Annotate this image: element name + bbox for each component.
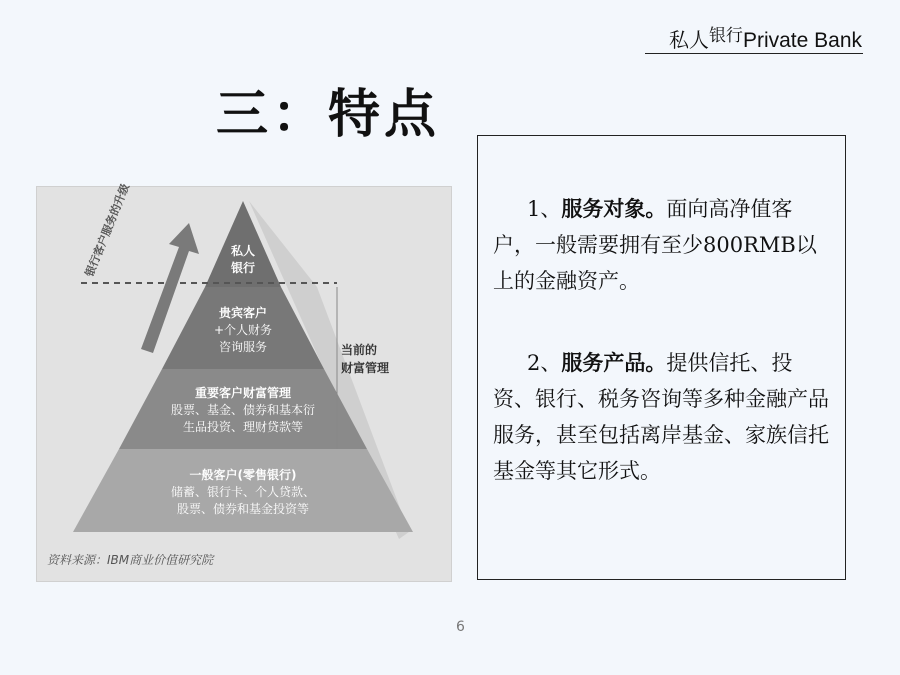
- tier3-line2: 股票、基金、债券和基本衍: [170, 403, 315, 417]
- brand-part-2: 银行: [708, 26, 743, 46]
- brand-header: [669, 24, 862, 53]
- point-2-heading: 服务产品。: [561, 350, 667, 375]
- pyramid-figure: [36, 181, 452, 582]
- page-number: 6: [456, 619, 465, 635]
- current-wealth-label: [341, 341, 389, 377]
- tier2-line2: +个人财务: [213, 323, 273, 337]
- brand-part-1: 私人: [668, 28, 709, 52]
- tier2-line1: 贵宾客户: [218, 306, 267, 320]
- point-1-number: 1、: [527, 197, 562, 221]
- tier2-line3: 咨询服务: [218, 340, 267, 354]
- tier4-line3: 股票、债券和基金投资等: [176, 502, 309, 516]
- tier1-line1: 私人: [230, 244, 255, 258]
- current-line2: 财富管理: [341, 361, 390, 375]
- arrow-label: 银行客户服务的升级: [82, 181, 132, 279]
- source-note: 资料来源：IBM商业价值研究院: [47, 553, 214, 567]
- tier3-text: [143, 385, 343, 436]
- tier2-text: [183, 305, 303, 356]
- feature-point-1: [493, 191, 833, 299]
- current-line1: 当前的: [341, 343, 378, 357]
- tier1-text: [220, 243, 266, 277]
- point-1-heading: 服务对象。: [561, 196, 667, 221]
- tier4-text: [133, 467, 353, 518]
- brand-part-3: Private Bank: [742, 29, 862, 52]
- tier4-line2: 储蓄、银行卡、个人贷款、: [170, 485, 315, 499]
- tier3-line3: 生品投资、理财贷款等: [182, 420, 303, 434]
- point-2-number: 2、: [527, 351, 562, 375]
- point-1-body: 面向高净值客户，一般需要拥有至少800RMB以上的金融资产。: [493, 197, 817, 293]
- tier3-line1: 重要客户财富管理: [194, 386, 291, 400]
- point-2-body: 提供信托、投资、银行、税务咨询等多种金融产品服务，甚至包括离岸基金、家族信托基金等其它形式。: [493, 351, 829, 483]
- features-text-box: [477, 135, 846, 580]
- tier4-line1: 一般客户(零售银行): [189, 468, 297, 482]
- header-underline: [645, 53, 863, 54]
- slide-title: 三：特点: [216, 85, 441, 145]
- feature-point-2: [493, 345, 833, 489]
- tier1-line2: 银行: [230, 261, 255, 275]
